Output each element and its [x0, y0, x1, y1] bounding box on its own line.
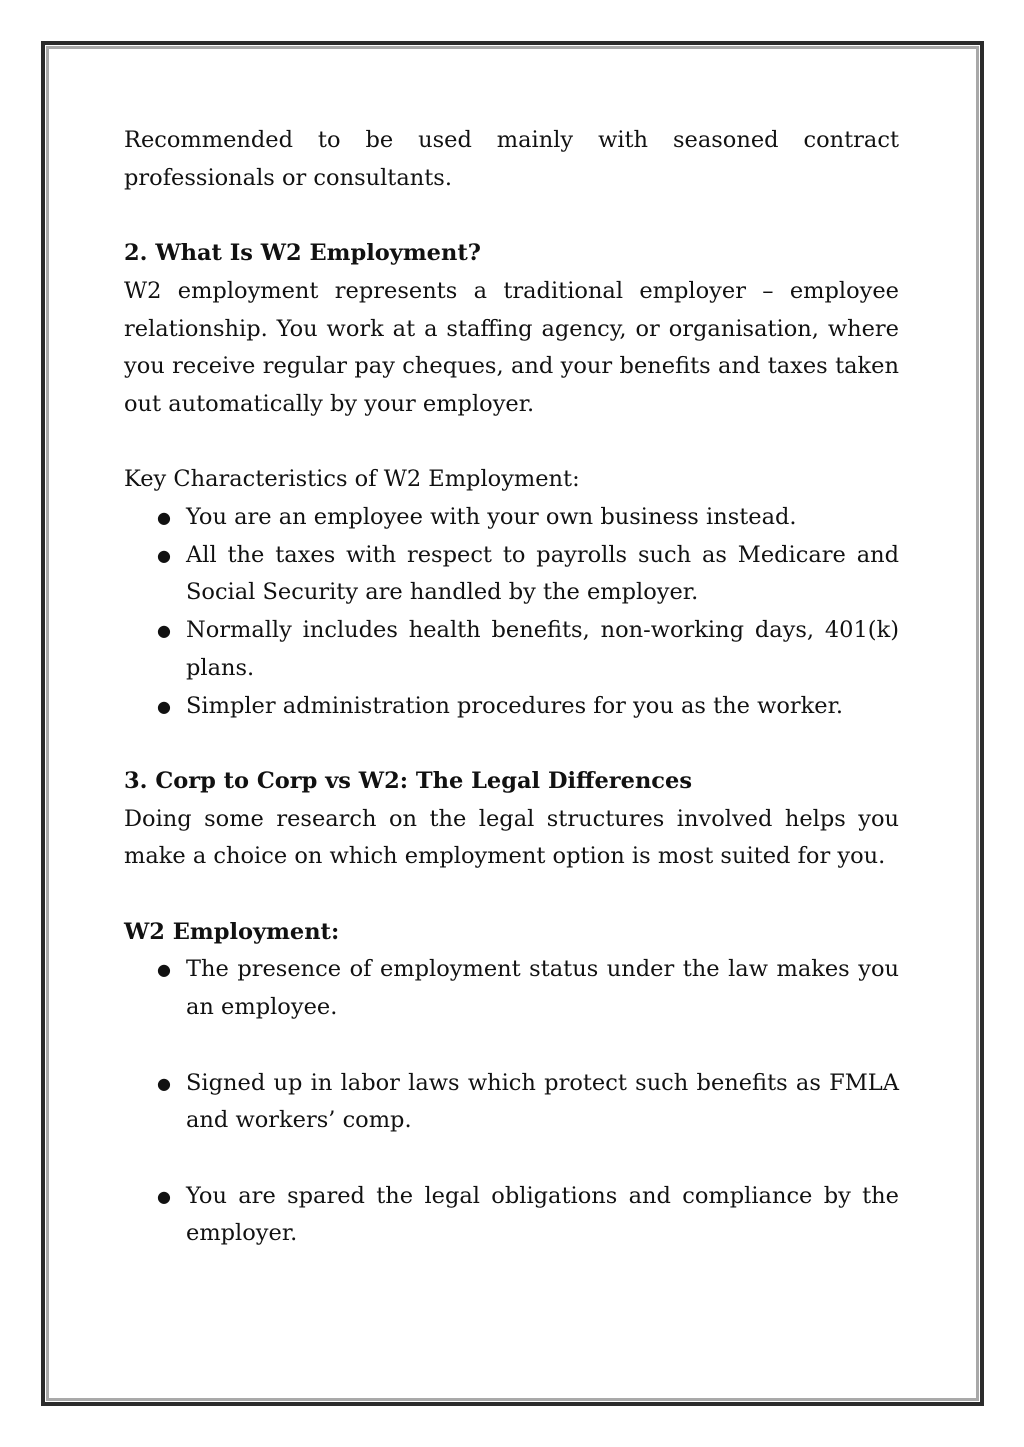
- list-item: [124, 951, 899, 1026]
- list-item-text: Simpler administration procedures for you as the worker.: [186, 692, 844, 719]
- bullet-icon: ●: [157, 1186, 171, 1206]
- list-item-text: Normally includes health benefits, non-working days, 401(k) plans.: [186, 617, 899, 681]
- list-item-text: All the taxes with respect to payrolls such as Medicare and Social Security are handled by the employer.: [186, 541, 899, 606]
- list-item-text: You are spared the legal obligations and compliance by the employer.: [186, 1182, 899, 1247]
- w2-legal-list: [124, 951, 899, 1253]
- list-item-text: The presence of employment status under the law makes you an employee.: [186, 956, 899, 1021]
- w2-employment-subheading: W2 Employment:: [124, 918, 340, 945]
- intro-paragraph: Recommended to be used mainly with seasoned contract professionals or consultants.: [124, 127, 899, 191]
- bullet-icon: ●: [157, 545, 171, 565]
- section-3-heading: 3. Corp to Corp vs W2: The Legal Differences: [124, 767, 692, 794]
- section-3-paragraph: Doing some research on the legal structures involved helps you make a choice on which employment option is most suited for you.: [124, 805, 899, 870]
- characteristics-title: Key Characteristics of W2 Employment:: [124, 466, 580, 493]
- spacer: [124, 424, 899, 462]
- bullet-icon: ●: [157, 696, 171, 716]
- list-item: [124, 612, 899, 687]
- bullet-icon: ●: [157, 508, 171, 527]
- list-item: [124, 499, 899, 537]
- section-2-paragraph: W2 employment represents a traditional employer – employee relationship. You work at a staffing agency, or organisation, where you receive regular pay cheques, and your benefits and taxes taken out automatically by your employer.: [124, 277, 899, 417]
- list-item: [124, 688, 899, 726]
- bullet-icon: ●: [157, 1073, 171, 1093]
- list-item-text: Signed up in labor laws which protect such benefits as FMLA and workers’ comp.: [186, 1069, 899, 1134]
- spacer: [124, 197, 899, 235]
- list-item: [124, 1178, 899, 1253]
- list-item: [124, 537, 899, 612]
- spacer: [124, 725, 899, 763]
- characteristics-list: [124, 499, 899, 725]
- section-2-heading: 2. What Is W2 Employment?: [124, 240, 481, 267]
- bullet-icon: ●: [157, 621, 171, 641]
- document-content: [124, 122, 899, 1253]
- list-item-text: You are an employee with your own business instead.: [186, 504, 797, 530]
- spacer: [124, 876, 899, 914]
- list-item: [124, 1065, 899, 1140]
- bullet-icon: ●: [157, 960, 171, 980]
